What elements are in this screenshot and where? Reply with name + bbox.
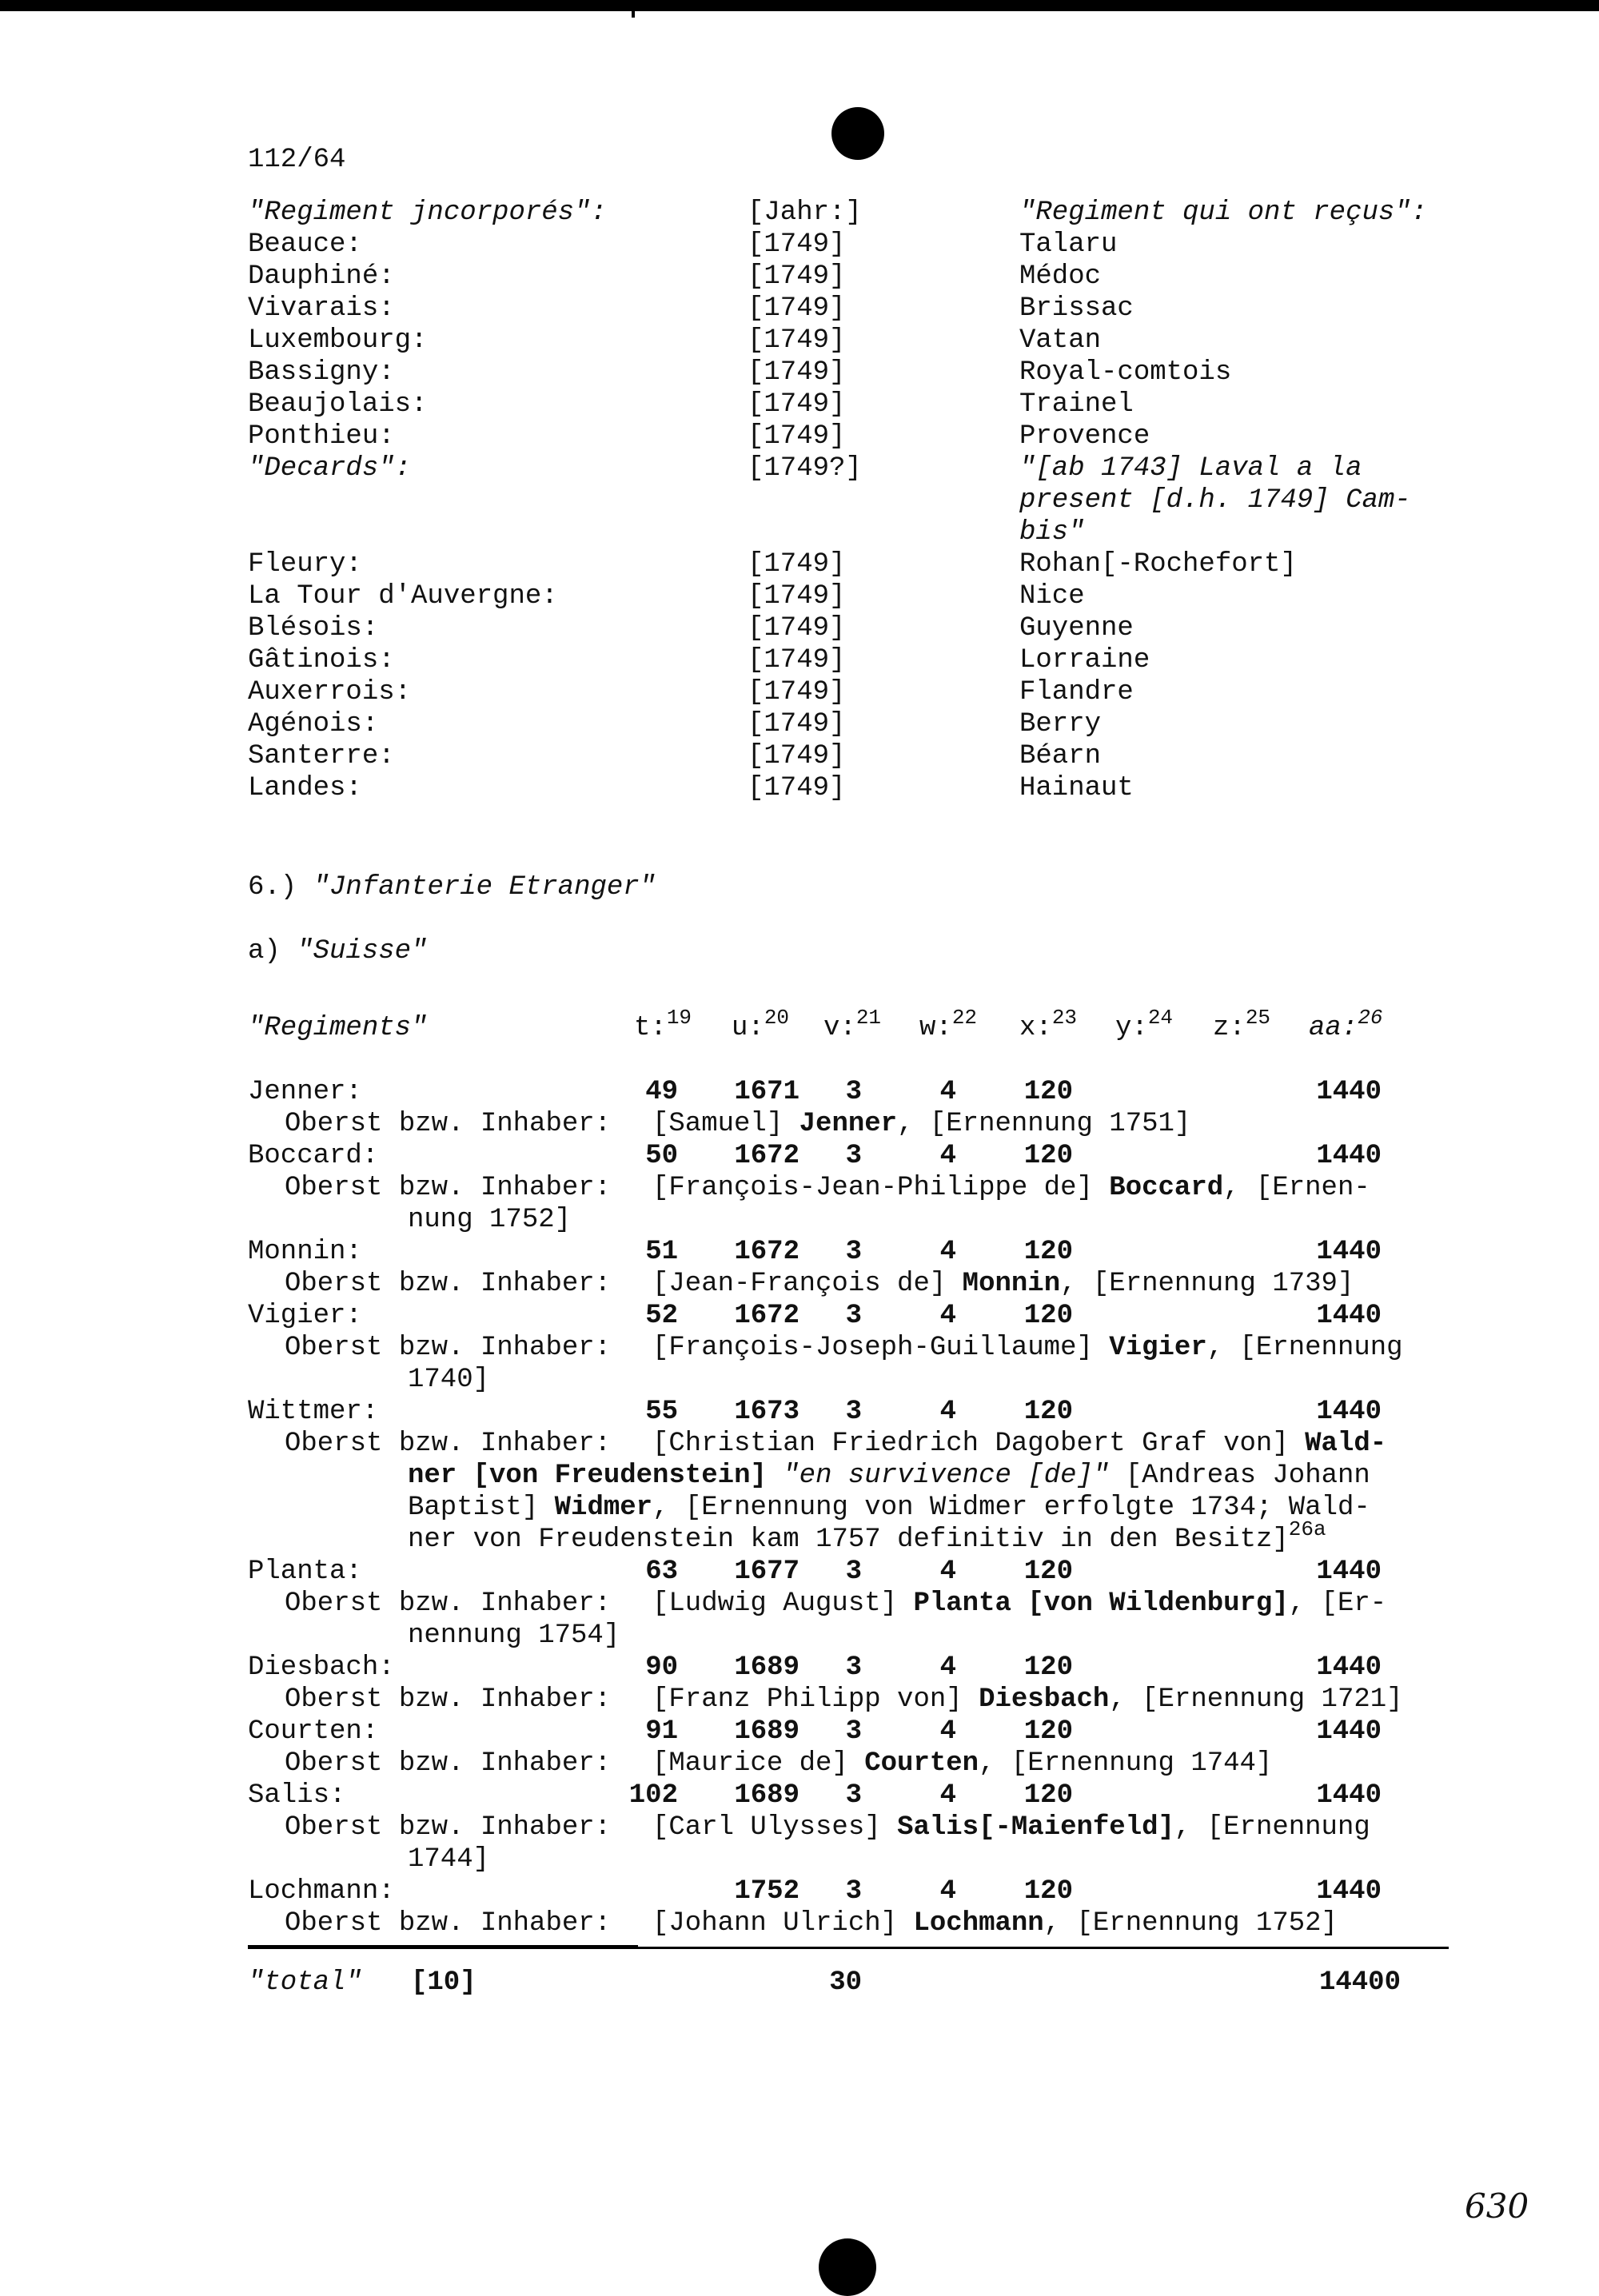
owner-text: , [Ernennung 1739] (1060, 1269, 1354, 1299)
owner-text: , [Ernennung 1751] (897, 1109, 1191, 1139)
owner-text: [François-Joseph-Guillaume] (652, 1333, 1110, 1363)
merged-row-year: [1749] (748, 389, 846, 420)
regiment-w: 4 (939, 1876, 956, 1907)
owner-label: Oberst bzw. Inhaber: (285, 1812, 612, 1843)
regiment-name: Salis: (248, 1780, 346, 1811)
section-title-text: "Jnfanterie Etranger" (313, 872, 656, 903)
regiment-u: 1752 (734, 1876, 800, 1907)
subsection-title (248, 935, 427, 967)
swiss-header-col-z (1213, 1006, 1271, 1044)
footnote-ref: 24 (1147, 1006, 1174, 1030)
section-title (248, 871, 656, 903)
owner-name: Diesbach (979, 1684, 1110, 1715)
owner-name: Courten (864, 1748, 979, 1779)
regiment-v: 3 (845, 1780, 862, 1811)
owner-label: Oberst bzw. Inhaber: (285, 1684, 612, 1715)
footnote-ref: 26a (1288, 1517, 1326, 1541)
regiment-aa: 1440 (1316, 1652, 1382, 1683)
regiment-aa: 1440 (1316, 1780, 1382, 1811)
owner-text: [Carl Ulysses] (652, 1812, 898, 1843)
regiment-name: Diesbach: (248, 1652, 395, 1683)
owner-label: Oberst bzw. Inhaber: (285, 1109, 612, 1139)
merged-row-year: [1749] (748, 677, 846, 708)
regiment-t: 52 (645, 1301, 678, 1331)
regiment-x: 120 (1023, 1301, 1073, 1331)
merged-row-receiving: Hainaut (1019, 773, 1134, 803)
footnote-ref: 26 (1358, 1006, 1383, 1030)
merged-row-year: [1749] (748, 357, 846, 388)
merged-row-incorporated: Dauphiné: (248, 261, 395, 292)
punch-hole-top (831, 107, 884, 160)
owner-line (652, 1684, 1403, 1716)
regiment-t: 91 (645, 1716, 678, 1747)
regiment-v: 3 (845, 1716, 862, 1747)
footnote-ref: 21 (855, 1006, 882, 1030)
merged-row-year: [1749] (748, 325, 846, 356)
owner-text: "en survivence [de]" (783, 1461, 1110, 1491)
regiment-w: 4 (939, 1557, 956, 1587)
footnote-ref: 19 (666, 1006, 692, 1030)
owner-text: [Jean-François de] (652, 1269, 963, 1299)
owner-text: [Samuel] (652, 1109, 800, 1139)
merged-row-receiving: Médoc (1019, 261, 1102, 292)
regiment-x: 120 (1023, 1780, 1073, 1811)
owner-label: Oberst bzw. Inhaber: (285, 1908, 612, 1939)
merged-row-receiving: Rohan[-Rochefort] (1019, 549, 1297, 580)
merged-header-receiving: "Regiment qui ont reçus": (1019, 197, 1428, 228)
regiment-w: 4 (939, 1141, 956, 1171)
regiment-w: 4 (939, 1237, 956, 1267)
regiment-x: 120 (1023, 1141, 1073, 1171)
merged-row-year: [1749] (748, 549, 846, 580)
merged-row-incorporated: Santerre: (248, 741, 395, 771)
owner-name: Planta [von Wildenburg] (913, 1588, 1289, 1619)
regiment-v: 3 (845, 1397, 862, 1427)
regiment-aa: 1440 (1316, 1301, 1382, 1331)
merged-row-receiving: present [d.h. 1749] Cam- (1019, 485, 1411, 516)
owner-label: Oberst bzw. Inhaber: (285, 1748, 612, 1779)
merged-row-receiving: Lorraine (1019, 645, 1150, 676)
regiment-t: 55 (645, 1397, 678, 1427)
scan-top-border (0, 0, 1599, 11)
owner-text: [Andreas Johann (1109, 1461, 1370, 1491)
merged-row-incorporated: Auxerrois: (248, 677, 412, 708)
page-reference: 112/64 (248, 145, 346, 175)
regiment-aa: 1440 (1316, 1077, 1382, 1107)
regiment-t: 90 (645, 1652, 678, 1683)
swiss-header-col-v (823, 1006, 882, 1044)
owner-text: [Maurice de] (652, 1748, 865, 1779)
merged-header-year: [Jahr:] (748, 197, 862, 228)
owner-text: 1740] (408, 1365, 490, 1395)
merged-row-incorporated: "Decards": (248, 453, 412, 484)
merged-row-year: [1749] (748, 645, 846, 676)
owner-name: Monnin (962, 1269, 1061, 1299)
owner-name: Boccard (1109, 1173, 1224, 1203)
owner-text: [Ludwig August] (652, 1588, 914, 1619)
regiment-v: 3 (845, 1301, 862, 1331)
merged-row-year: [1749] (748, 581, 846, 612)
owner-text (767, 1461, 783, 1491)
merged-row-year: [1749] (748, 261, 846, 292)
merged-row-receiving: "[ab 1743] Laval a la (1019, 453, 1362, 484)
owner-text: , [Ernennung von Widmer erfolgte 1734; Wald- (652, 1493, 1370, 1523)
regiment-v: 3 (845, 1557, 862, 1587)
regiment-t: 63 (645, 1557, 678, 1587)
merged-row-receiving: Talaru (1019, 229, 1118, 260)
owner-text: [Franz Philipp von] (652, 1684, 979, 1715)
footnote-ref: 20 (764, 1006, 790, 1030)
regiment-name: Planta: (248, 1557, 362, 1587)
merged-row-incorporated: Agénois: (248, 709, 379, 739)
merged-row-year: [1749] (748, 613, 846, 644)
regiment-x: 120 (1023, 1652, 1073, 1683)
merged-row-incorporated: Landes: (248, 773, 362, 803)
merged-row-receiving: bis" (1019, 517, 1085, 548)
owner-name: Vigier (1109, 1333, 1207, 1363)
section-number: 6.) (248, 872, 297, 903)
merged-row-receiving: Berry (1019, 709, 1102, 739)
regiment-aa: 1440 (1316, 1716, 1382, 1747)
regiment-aa: 1440 (1316, 1557, 1382, 1587)
merged-row-incorporated: Ponthieu: (248, 421, 395, 452)
regiment-u: 1672 (734, 1237, 800, 1267)
regiment-w: 4 (939, 1301, 956, 1331)
col-key: z: (1213, 1013, 1246, 1043)
merged-row-incorporated: Luxembourg: (248, 325, 428, 356)
merged-row-receiving: Provence (1019, 421, 1150, 452)
merged-row-incorporated: Gâtinois: (248, 645, 395, 676)
regiment-aa: 1440 (1316, 1237, 1382, 1267)
scan-top-notch (632, 0, 635, 18)
swiss-header-col-y (1115, 1006, 1174, 1044)
regiment-name: Boccard: (248, 1141, 379, 1171)
regiment-v: 3 (845, 1077, 862, 1107)
regiment-v: 3 (845, 1141, 862, 1171)
regiment-u: 1671 (734, 1077, 800, 1107)
merged-header-incorporated: "Regiment jncorporés": (248, 197, 607, 228)
regiment-u: 1672 (734, 1301, 800, 1331)
owner-text: ner von Freudenstein kam 1757 definitiv in den Besitz] (408, 1525, 1289, 1555)
owner-line (652, 1172, 1370, 1204)
merged-row-year: [1749] (748, 421, 846, 452)
owner-line (652, 1332, 1403, 1364)
regiment-name: Courten: (248, 1716, 379, 1747)
swiss-header-regiments: "Regiments" (248, 1013, 428, 1043)
swiss-header-col-t (634, 1006, 692, 1044)
merged-row-year: [1749] (748, 773, 846, 803)
owner-label: Oberst bzw. Inhaber: (285, 1429, 612, 1459)
owner-name: ner [von Freudenstein] (408, 1461, 767, 1491)
regiment-name: Monnin: (248, 1237, 362, 1267)
merged-row-receiving: Béarn (1019, 741, 1102, 771)
regiment-x: 120 (1023, 1077, 1073, 1107)
merged-row-receiving: Trainel (1019, 389, 1134, 420)
regiment-name: Wittmer: (248, 1397, 379, 1427)
merged-row-incorporated: Bassigny: (248, 357, 395, 388)
owner-text: , [Ernennung 1721] (1109, 1684, 1403, 1715)
regiment-v: 3 (845, 1237, 862, 1267)
col-key: aa: (1309, 1013, 1358, 1043)
regiment-aa: 1440 (1316, 1876, 1382, 1907)
col-key: t: (634, 1013, 667, 1043)
owner-line (652, 1428, 1386, 1460)
owner-name: Wald- (1305, 1429, 1387, 1459)
regiment-w: 4 (939, 1077, 956, 1107)
swiss-header-col-w (919, 1006, 978, 1044)
owner-label: Oberst bzw. Inhaber: (285, 1588, 612, 1619)
regiment-v: 3 (845, 1876, 862, 1907)
regiment-u: 1689 (734, 1652, 800, 1683)
merged-row-receiving: Vatan (1019, 325, 1102, 356)
regiment-t: 50 (645, 1141, 678, 1171)
owner-text: , [Ernennung (1206, 1333, 1403, 1363)
merged-row-incorporated: La Tour d'Auvergne: (248, 581, 558, 612)
merged-row-receiving: Guyenne (1019, 613, 1134, 644)
subsection-letter: a) (248, 936, 281, 967)
merged-row-receiving: Nice (1019, 581, 1085, 612)
total-companies: 30 (829, 1967, 862, 1998)
merged-row-incorporated: Fleury: (248, 549, 362, 580)
owner-text: [Johann Ulrich] (652, 1908, 914, 1939)
regiment-w: 4 (939, 1652, 956, 1683)
owner-text: Baptist] (408, 1493, 555, 1523)
footnote-ref: 25 (1245, 1006, 1271, 1030)
owner-text: [François-Jean-Philippe de] (652, 1173, 1110, 1203)
regiment-u: 1689 (734, 1780, 800, 1811)
regiment-aa: 1440 (1316, 1141, 1382, 1171)
regiment-w: 4 (939, 1397, 956, 1427)
owner-label: Oberst bzw. Inhaber: (285, 1173, 612, 1203)
col-key: x: (1019, 1013, 1052, 1043)
owner-label: Oberst bzw. Inhaber: (285, 1269, 612, 1299)
regiment-t: 102 (628, 1780, 678, 1811)
owner-line (408, 1844, 489, 1875)
owner-name: Salis[-Maienfeld] (897, 1812, 1174, 1843)
merged-row-year: [1749] (748, 709, 846, 739)
owner-line (408, 1620, 620, 1652)
merged-row-receiving: Brissac (1019, 293, 1134, 324)
regiment-x: 120 (1023, 1397, 1073, 1427)
footnote-ref: 22 (951, 1006, 978, 1030)
owner-line (652, 1748, 1272, 1780)
owner-line (408, 1204, 571, 1236)
regiment-v: 3 (845, 1652, 862, 1683)
regiment-x: 120 (1023, 1876, 1073, 1907)
owner-text: nennung 1754] (408, 1620, 620, 1651)
regiment-t: 51 (645, 1237, 678, 1267)
owner-text: , [Er- (1288, 1588, 1387, 1619)
regiment-u: 1689 (734, 1716, 800, 1747)
owner-label: Oberst bzw. Inhaber: (285, 1333, 612, 1363)
merged-row-incorporated: Blésois: (248, 613, 379, 644)
owner-line (652, 1588, 1386, 1620)
merged-row-year: [1749?] (748, 453, 862, 484)
regiment-t: 49 (645, 1077, 678, 1107)
owner-line (652, 1108, 1190, 1140)
regiment-x: 120 (1023, 1557, 1073, 1587)
regiment-u: 1672 (734, 1141, 800, 1171)
table-rule (248, 1947, 1449, 1949)
owner-text: , [Ernennung (1174, 1812, 1370, 1843)
owner-text: , [Ernennung 1744] (979, 1748, 1273, 1779)
owner-line (408, 1492, 1370, 1524)
owner-line (652, 1268, 1354, 1300)
regiment-aa: 1440 (1316, 1397, 1382, 1427)
col-key: v: (823, 1013, 856, 1043)
merged-row-year: [1749] (748, 293, 846, 324)
col-key: w: (919, 1013, 952, 1043)
merged-row-year: [1749] (748, 741, 846, 771)
col-key: u: (732, 1013, 764, 1043)
owner-text: , [Ernen- (1223, 1173, 1370, 1203)
punch-hole-bottom (819, 2238, 876, 2296)
merged-row-incorporated: Vivarais: (248, 293, 395, 324)
total-label: "total" (248, 1967, 362, 1998)
owner-name: Jenner (799, 1109, 898, 1139)
owner-text: , [Ernennung 1752] (1043, 1908, 1338, 1939)
owner-line (408, 1364, 489, 1396)
merged-row-incorporated: Beaujolais: (248, 389, 428, 420)
swiss-header-col-x (1019, 1006, 1078, 1044)
owner-text: [Christian Friedrich Dagobert Graf von] (652, 1429, 1306, 1459)
total-count: [10] (411, 1967, 477, 1998)
owner-name: Lochmann (913, 1908, 1044, 1939)
swiss-header-col-u (732, 1006, 790, 1044)
footnote-ref: 23 (1051, 1006, 1078, 1030)
owner-text: nung 1752] (408, 1205, 572, 1235)
owner-line (408, 1460, 1370, 1492)
owner-line (408, 1517, 1326, 1556)
merged-row-receiving: Flandre (1019, 677, 1134, 708)
regiment-w: 4 (939, 1716, 956, 1747)
total-strength: 14400 (1318, 1967, 1401, 1998)
merged-row-receiving: Royal-comtois (1019, 357, 1232, 388)
handwritten-page-number: 630 (1465, 2186, 1529, 2226)
owner-text: 1744] (408, 1844, 490, 1875)
regiment-w: 4 (939, 1780, 956, 1811)
merged-row-year: [1749] (748, 229, 846, 260)
regiment-x: 120 (1023, 1716, 1073, 1747)
subsection-title-text: "Suisse" (297, 936, 428, 967)
regiment-u: 1677 (734, 1557, 800, 1587)
regiment-u: 1673 (734, 1397, 800, 1427)
regiment-name: Jenner: (248, 1077, 362, 1107)
merged-row-incorporated: Beauce: (248, 229, 362, 260)
owner-name: Widmer (554, 1493, 653, 1523)
swiss-header-col-aa (1309, 1006, 1383, 1044)
col-key: y: (1115, 1013, 1148, 1043)
regiment-name: Vigier: (248, 1301, 362, 1331)
owner-line (652, 1812, 1370, 1844)
owner-line (652, 1907, 1338, 1939)
regiment-x: 120 (1023, 1237, 1073, 1267)
regiment-name: Lochmann: (248, 1876, 395, 1907)
